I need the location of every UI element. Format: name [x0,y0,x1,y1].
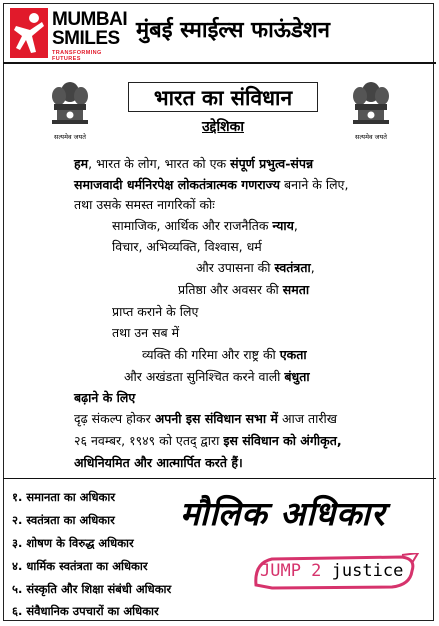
right-item: ४. धार्मिक स्वतंत्रता का अधिकार [12,559,148,573]
logo-badge [10,8,48,58]
preamble-line: हम, भारत के लोग, भारत को एक संपूर्ण प्रभुत्व-संपन्न [74,156,314,171]
preamble-line: प्रतिष्ठा और अवसर की समता [178,282,310,297]
preamble-line: अधिनियमित और आत्मार्पित करते हैं। [74,455,243,470]
section-divider [3,478,436,479]
right-item: ५. संस्कृति और शिक्षा संबंधी अधिकार [12,582,172,596]
preamble-line: व्यक्ति की गरिमा और राष्ट्र की एकता [142,347,307,362]
right-item: १. समानता का अधिकार [12,490,116,504]
header-divider [3,62,436,64]
logo-tagline: TRANSFORMING FUTURES [52,50,102,62]
figure-icon [10,8,48,58]
document-subtitle: उद्देशिका [202,119,244,135]
preamble-line: समाजवादी धर्मनिरपेक्ष लोकतंत्रात्मक गणराज्य बनाने के लिए, [74,177,349,192]
preamble-line: सामाजिक, आर्थिक और राजनैतिक न्याय, [112,218,298,233]
jump2justice-text: JUMP 2 justice [260,561,404,581]
rights-heading: मौलिक अधिकार [180,494,386,533]
preamble-line: दृढ़ संकल्प होकर अपनी इस संविधान सभा में आज तारीख [74,411,337,426]
org-name-hindi: मुंबई स्माईल्स फाऊंडेशन [136,18,330,43]
preamble-line: तथा उसके समस्त नागरिकों कोः [74,197,215,212]
right-item: ६. संवैधानिक उपचारों का अधिकार [12,604,159,618]
preamble-line: और अखंडता सुनिश्चित करने वाली बंधुता [124,369,310,384]
mumbai-smiles-logo [10,8,130,62]
preamble-line: बढ़ाने के लिए [74,390,136,405]
right-item: २. स्वतंत्रता का अधिकार [12,513,115,527]
right-item: ३. शोषण के विरुद्ध अधिकार [12,536,134,550]
preamble-line: और उपासना की स्वतंत्रता, [196,260,315,275]
jump2justice-logo [252,553,420,591]
emblem-motto: सत्यमेव जयते [355,133,387,141]
preamble-line: तथा उन सब में [112,325,180,340]
ashoka-emblem-icon [48,78,92,141]
document-title: भारत का संविधान [128,82,318,112]
logo-line2: SMILES [52,28,120,49]
emblem-motto: सत्यमेव जयते [54,133,86,141]
preamble-line: २६ नवम्बर, १९४९ को एतद् द्वारा इस संविधान को अंगीकृत, [74,433,342,448]
preamble-line: विचार, अभिव्यक्ति, विश्वास, धर्म [112,239,262,254]
ashoka-emblem-icon [349,78,393,141]
preamble-line: प्राप्त कराने के लिए [112,304,199,319]
logo-line1: MUMBAI [52,9,128,30]
